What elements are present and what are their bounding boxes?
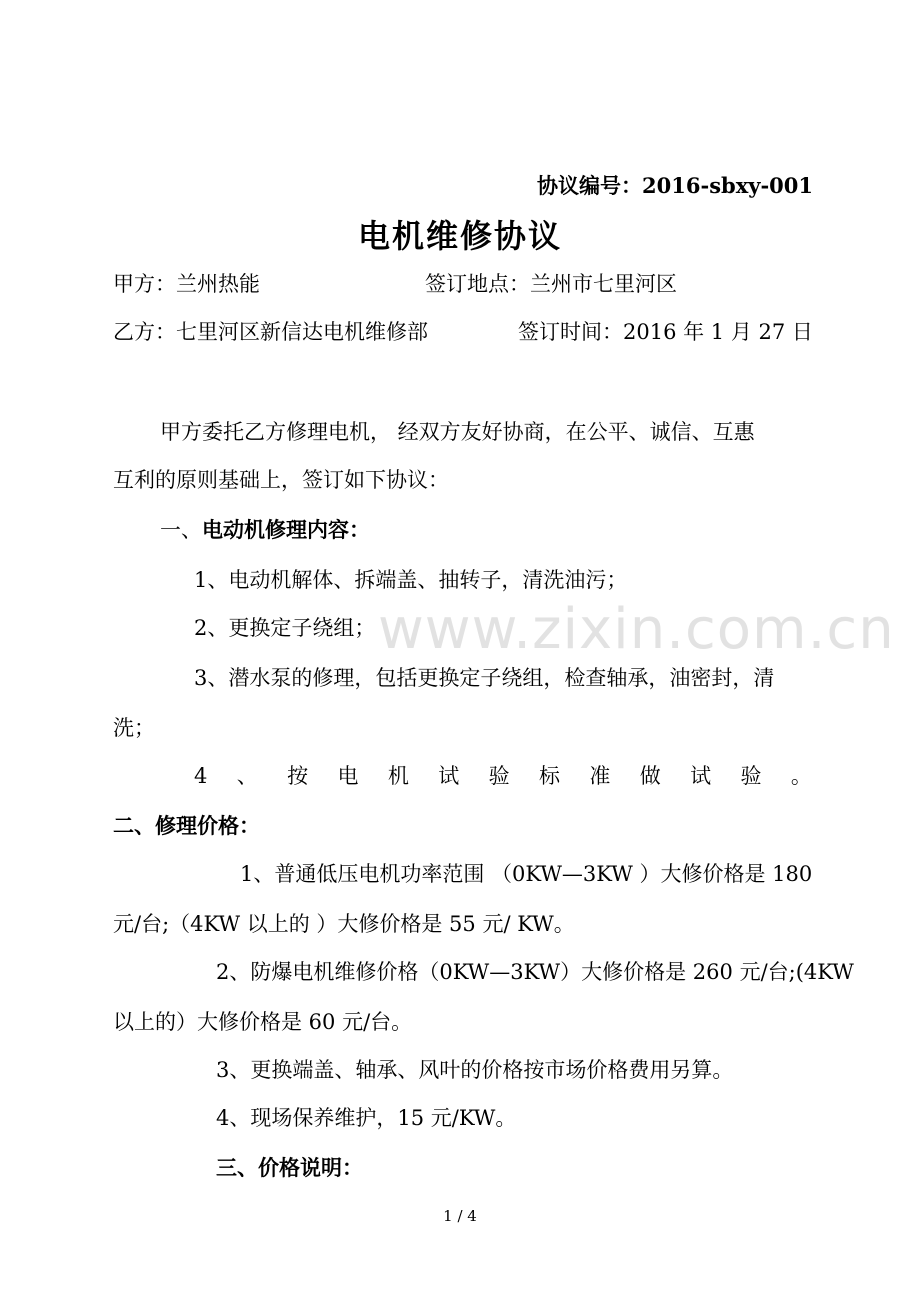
section-1-item-3-line-1: 3、潜水泵的修理，包括更换定子绕组，检查轴承，油密封，清 [194,666,775,690]
item-4-char: 4 [194,764,208,788]
section-2-item-2-line-1: 2、防爆电机维修价格（0KW—3KW）大修价格是 260 元/台;(4KW [216,960,854,984]
item-4-char: 验 [488,764,510,788]
sign-time: 签订时间：2016 年 1 月 27 日 [518,320,813,344]
section-2-item-4: 4、现场保养维护，15 元/KW。 [216,1106,517,1130]
watermark: www.zixin.com.cn [378,597,895,662]
section-2-item-1-line-2: 元/台;（4KW 以上的 ）大修价格是 55 元/ KW。 [113,912,575,936]
section-1-item-2: 2、更换定子绕组； [194,616,376,640]
section-1-heading-prefix: 一、 [160,518,202,542]
item-4-char: 做 [639,764,661,788]
item-4-char: 按 [287,764,309,788]
section-2-item-3: 3、更换端盖、轴承、风叶的价格按市场价格费用另算。 [216,1058,734,1082]
item-4-char: 。 [790,764,812,788]
party-b: 乙方：七里河区新信达电机维修部 [113,320,428,344]
intro-line-1: 甲方委托乙方修理电机， 经双方友好协商，在公平、诚信、互惠 [160,420,755,444]
section-1-item-4 [194,762,812,790]
item-4-char: 机 [387,764,409,788]
section-1-item-3-line-2: 洗； [113,716,155,740]
intro-line-2: 互利的原则基础上，签订如下协议： [113,468,449,492]
party-a: 甲方：兰州热能 [113,272,260,296]
section-1-heading [160,516,370,544]
section-2-item-2-line-2: 以上的）大修价格是 60 元/台。 [113,1010,413,1034]
agreement-number: 协议编号：2016-sbxy-001 [537,173,813,198]
item-4-char: 标 [539,764,560,788]
item-4-char: 试 [690,764,712,788]
item-4-char: 电 [337,764,359,788]
document-title: 电机维修协议 [357,217,562,255]
section-3-heading: 三、价格说明： [216,1155,363,1180]
section-1-heading-text: 电动机修理内容： [202,517,370,542]
sign-place: 签订地点：兰州市七里河区 [425,272,677,296]
section-2-item-1-line-1: 1、普通低压电机功率范围 （0KW—3KW ）大修价格是 180 [240,862,813,886]
page-number: 1 / 4 [443,1207,477,1225]
item-4-char: 试 [438,764,460,788]
item-4-char: 准 [589,764,611,788]
item-4-char: 、 [236,764,258,788]
section-1-item-1: 1、电动机解体、拆端盖、抽转子，清洗油污； [194,568,628,592]
item-4-char: 验 [740,764,762,788]
section-2-heading: 二、修理价格： [113,813,260,838]
